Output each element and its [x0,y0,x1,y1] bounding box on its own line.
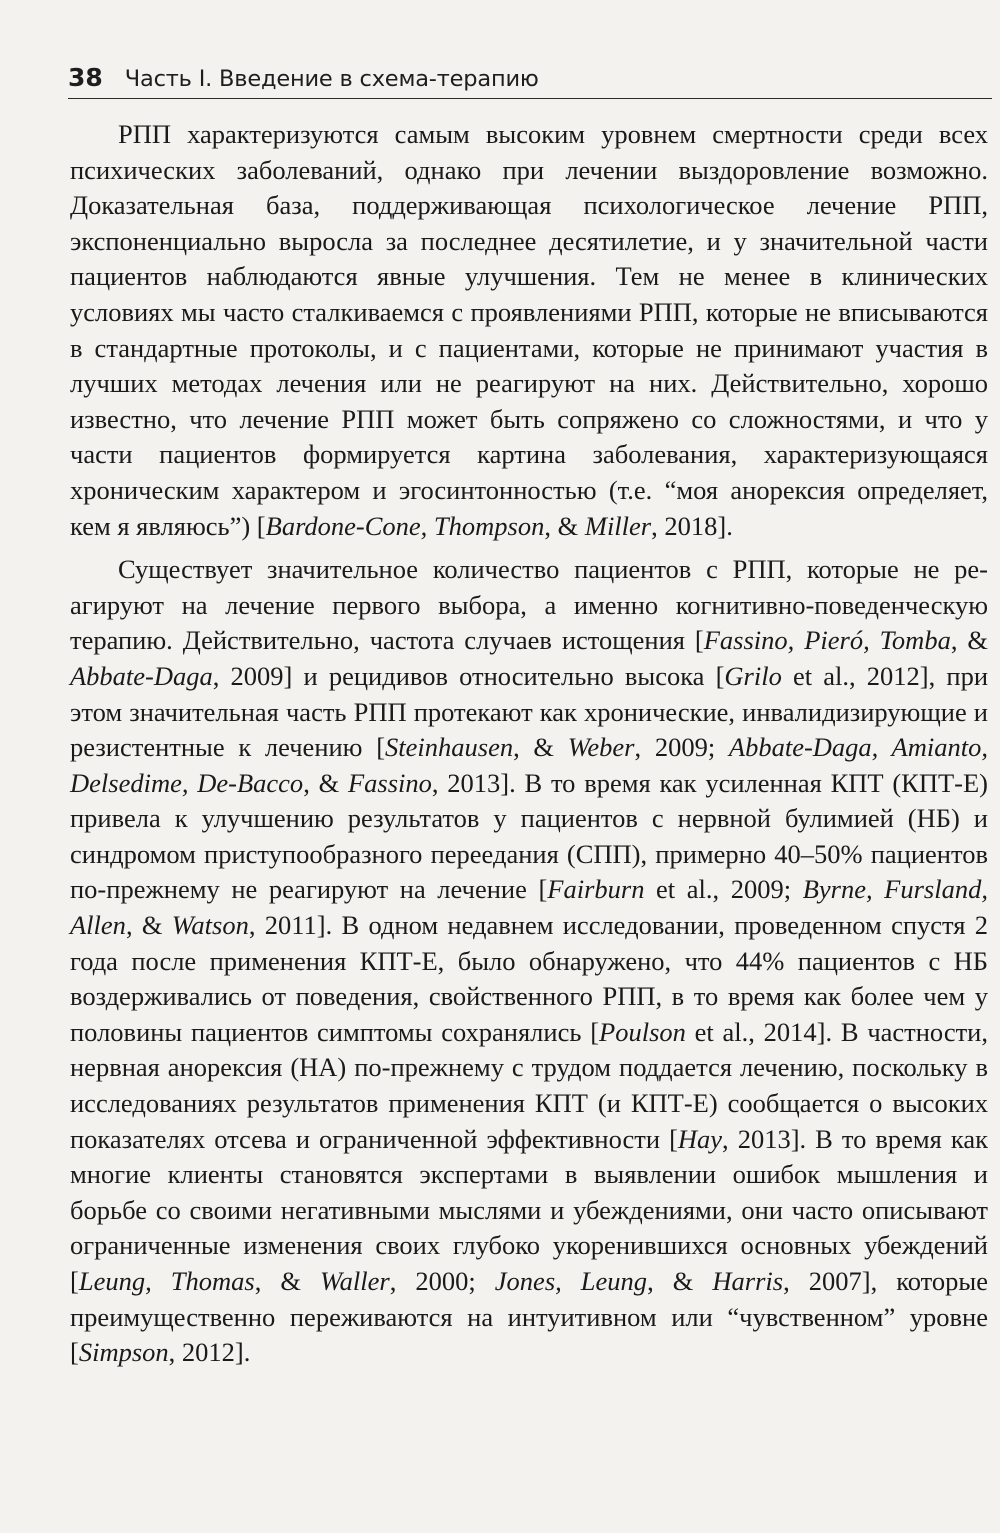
citation-author: Simpson [78,1337,169,1368]
text-run: , 2007], которые преимущественно переживаются на интуитивном или “чувственном” уровне [ [70,1266,988,1368]
citation-author: Grilo [724,660,782,691]
citation-author: Weber [567,732,635,763]
text-run: , & [647,1266,713,1296]
text-run: , & [254,1266,321,1296]
citation-author: Steinhausen [385,732,514,763]
citation-author: Miller [584,510,652,541]
text-run: , 2000; [389,1266,495,1296]
text-run: Существует значительное количество пациентов с РПП, которые не реагируют на лечение первого выбора, а именно когнитивно-поведенческую терапию. Действительно, частота случаев истощения [ [70,554,988,656]
text-run: , 2009; [634,732,729,763]
text-run: , 2011]. В одном недавнем исследовании, проведенном спустя 2 года после применения КПТ-Е, было обнаружено, что 44% пациентов с НБ воздерживались от поведения, свойственного РПП, в то время как более чем у половины пациентов симптомы сохранялись [ [70,910,988,1047]
text-run: , 2013]. В то время как многие клиенты становятся экспертами в выявлении ошибок мышления и борьбе со своими негативными мыслями и убеждениями, они часто описывают ограниченные изменения своих глубоко укоренившихся основных убеждений [ [70,1123,988,1296]
text-run: , & [125,910,172,941]
citation-author: Jones, Leung [494,1266,648,1296]
citation-author: Bardone-Cone, Thompson [265,510,545,541]
text-run: et al., 2014]. В частности, нервная анорексия (НА) по-прежнему с трудом поддается лечению, поскольку в исследованиях результатов применения КПТ (и КПТ-Е) сообщается о высоких показателях отсева и ограниченной эффективности [ [70,1016,988,1154]
text-run: РПП характеризуются самым высоким уровнем смертности среди всех психических заболеваний, однако при лечении выздоровление возможно. Доказательная база, поддерживающая психологическое лечение РПП, экспоненциально выросла за последнее десятилетие, и у значительной части пациентов наблюдаются явные улучшения. Тем не менее в клинических условиях мы часто сталкиваемся с проявлениями РПП, которые не вписываются в стандартные протоколы, и с пациентами, которые не принимают участия в лучших методах лечения или не реагируют на них. Действительно, хорошо известно, что лечение РПП может быть сопряжено со сложностями, и что у части пациентов формируется картина заболевания, характеризующаяся хроническим характером и эгосинтонностью (т.е. “моя анорексия определяет, кем я являюсь”) [ [70,119,988,541]
citation-author: Harris [712,1266,784,1296]
text-run: , 2013]. В то время как усиленная КПТ (КПТ-Е) привела к улучшению результатов у пациентов с нервной булимией (НБ) и синдромом приступообразного переедания (СПП), примерно 40–50% пациентов по-прежнему не реагируют на лечение [ [70,767,988,905]
citation-author: Fassino [347,767,432,798]
citation-author: Fairburn [547,874,645,905]
citation-author: Waller [320,1266,390,1296]
text-run: et al., 2012], при этом значительная часть РПП протекают как хронические, инвалидизирующие и резистентные к лечению [ [70,660,989,763]
text-run: , & [544,510,585,541]
paragraph-1 [70,117,988,544]
text-run: , 2012]. [168,1337,251,1368]
citation-author: Abbate-Daga, Amianto, Delsedime, De-Bacco [70,732,988,798]
citation-author: Poulson [599,1016,686,1047]
page-number: 38 [68,63,103,92]
citation-author: Abbate-Daga [70,660,213,691]
text-run: , 2018]. [651,510,733,541]
text-run: , 2009] и рецидивов относительно высока [ [212,660,725,691]
body-text [70,117,988,1379]
text-run: et al., 2009; [644,874,803,905]
running-header [68,58,992,99]
citation-author: Watson [171,910,249,941]
text-run: , & [513,732,568,763]
text-run: , & [303,767,348,798]
paragraph-2 [70,552,988,1371]
running-title: Часть I. Введение в схема-терапию [124,66,539,92]
citation-author: Leung, Thomas [78,1266,255,1296]
citation-author: Hay [677,1123,723,1154]
citation-author: Fassino, Pieró, Tomba [703,625,951,656]
citation-author: Byrne, Fursland, Allen [70,874,988,941]
text-run: , & [950,625,988,656]
